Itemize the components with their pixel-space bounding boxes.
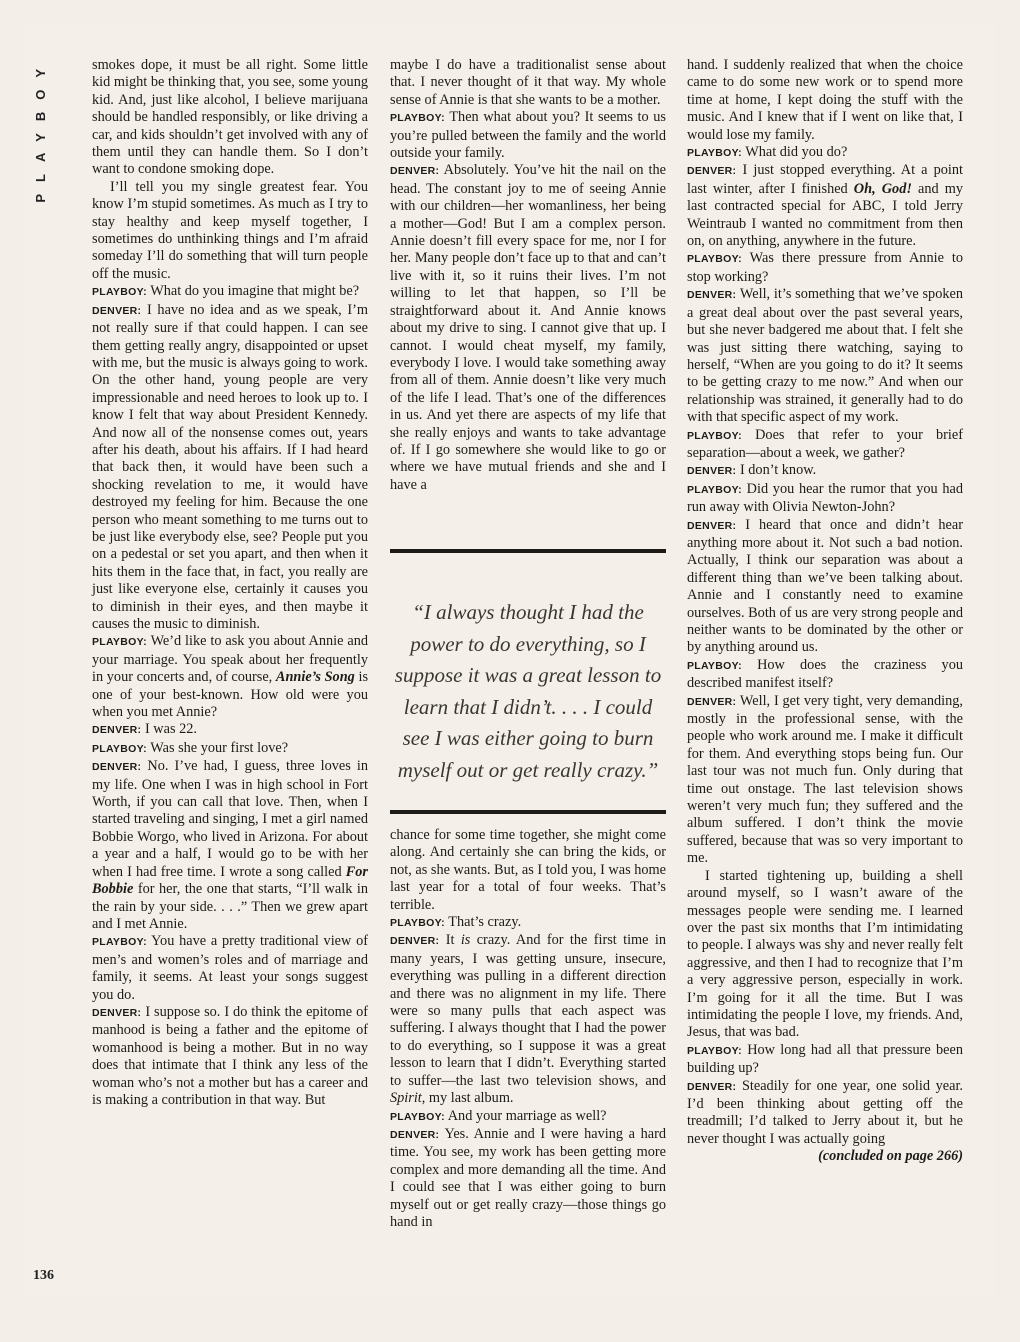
- speaker-label: DENVER:: [687, 165, 737, 178]
- speaker-label: PLAYBOY:: [687, 483, 742, 496]
- interview-question: PLAYBOY: Was there pressure from Annie to stop working?: [687, 250, 963, 285]
- speaker-label: PLAYBOY:: [687, 253, 742, 266]
- speaker-label: PLAYBOY:: [92, 286, 147, 299]
- interview-question: PLAYBOY: Then what about you? It seems to us you’re pulled between the family and the world outside your family.: [390, 109, 666, 162]
- interview-question: PLAYBOY: Did you hear the rumor that you had run away with Olivia Newton-John?: [687, 480, 963, 516]
- interview-answer: DENVER: Yes. Annie and I were having a hard time. You see, my work has been getting more complex and more demanding all the time. And I could see that I was either going to burn myself out or get really crazy—those things go hand in: [390, 1125, 667, 1230]
- speaker-label: PLAYBOY:: [92, 742, 147, 755]
- speaker-label: DENVER:: [687, 519, 737, 532]
- speaker-label: DENVER:: [92, 724, 142, 737]
- interview-answer: DENVER: I just stopped everything. At a point last winter, after I finished Oh, God! and my last contracted special for ABC, I told Jerry Weintraub I wanted no commitment from then on, on anything, anywhere in the future.: [687, 162, 964, 250]
- interview-answer: DENVER: I have no idea and as we speak, I’m not really sure if that could happen. I can see them getting really angry, disappointed or upset with me, but the music is always going to work. On the other hand, young people are very impressionable and need heroes to look up to. I know I felt that way about President Kennedy. And now all of the nonsense comes out, years after his death, about his affairs. If I had heard that back then, it would have been such a shocking revelation to me, it would have destroyed my feeling for him. Because the one person who meant something to me turns out to be just like everybody else, see? People put you on a pedestal or set you apart, and then when it hits them in the face that, in fact, you really are just like everyone else, certainly it causes you to diminish in their eyes, and then maybe it causes the music to diminish.: [92, 301, 368, 632]
- interview-question: PLAYBOY: That’s crazy.: [390, 914, 522, 931]
- album-title: Spirit: [390, 1090, 422, 1107]
- interview-question: PLAYBOY: We’d like to ask you about Annie and your marriage. You speak about her frequently in your concerts and, of course, Annie’s Song is one of your best-known. How old were you when you met Annie?: [92, 633, 369, 721]
- paragraph: I’ll tell you my single greatest fear. You know I’m stupid sometimes. As much as I try to stay healthy and keep myself together, I sometimes do unthinking things and I’m afraid someday I’ll do something that will turn people off the music.: [92, 178, 368, 282]
- interview-question: PLAYBOY: How does the craziness you described manifest itself?: [687, 656, 963, 692]
- interview-answer: DENVER: Steadily for one year, one solid year. I’d been thinking about getting off the treadmill; I’d talked to Jerry about it, but he never thought I was actually going: [687, 1077, 963, 1147]
- interview-question: PLAYBOY: How long had all that pressure been building up?: [687, 1041, 963, 1077]
- magazine-sidebar-logo: PLAYBOY: [33, 57, 48, 203]
- interview-answer: DENVER: Absolutely. You’ve hit the nail on the head. The constant joy to me of seeing Annie with our children—her womanliness, her being a mother—God! But I am a complex person. Annie doesn’t fill every space for me, nor I for her. Many people don’t face up to that and can’t live with it, so it ruins their lives. I’m not willing to let that happen, so I’ll be straightforward about it. And Annie knows about my drive to sing. I cannot give that up. I cannot. I would cheat myself, my family, everybody I love. I would take something away from all of them. Annie doesn’t like very much of the life I lead. That’s one of the differences in us. And yet there are aspects of my life that she really enjoys and wants to take advantage of. If I go somewhere she would like to go or where we have mutual friends and she and I have a: [390, 162, 666, 493]
- paragraph: I started tightening up, building a shell around myself, so I wasn’t aware of the messages people were sending me. I learned over the past six months that I’m intimidating to people. I always was shy and never really felt aggressive, and then I had to recognize that I’m a very aggressive person, especially in work. I’m going for it all the time. But I was intimidating the people I love, my friends. And, Jesus, that was bad.: [687, 867, 963, 1041]
- paragraph: maybe I do have a traditionalist sense about that. I never thought of it that way. My whole sense of Annie is that she wants to be a mother.: [390, 57, 666, 108]
- interview-question: PLAYBOY: Does that refer to your brief separation—about a week, we gather?: [687, 426, 964, 461]
- speaker-label: DENVER:: [687, 289, 737, 302]
- speaker-label: DENVER:: [390, 1128, 440, 1141]
- speaker-label: PLAYBOY:: [390, 1110, 445, 1123]
- text-column-2-top: [390, 57, 666, 494]
- speaker-label: PLAYBOY:: [687, 147, 742, 160]
- interview-answer: DENVER: I was 22.: [92, 721, 197, 738]
- speaker-label: PLAYBOY:: [92, 936, 147, 949]
- text-column-3: [687, 57, 963, 1166]
- interview-question: PLAYBOY: What do you imagine that might be?: [92, 283, 360, 300]
- interview-answer: DENVER: No. I’ve had, I guess, three loves in my life. One when I was in high school in Fort Worth, if you can call that love. Then, when I started traveling and singing, I met a girl named Bobbie Worgo, who lived in Arizona. For about a year and a half, I would go to be with her when I had free time. I wrote a song called For Bobbie for her, the one that starts, “I’ll walk in the rain by your side. . . .” Then we grew apart and I met Annie.: [92, 758, 368, 932]
- text-column-2-bottom: [390, 827, 666, 1231]
- page-number: 136: [33, 1268, 54, 1283]
- speaker-label: DENVER:: [390, 935, 440, 948]
- pull-quote-text: “I always thought I had the power to do everything, so I suppose it was a great lesson to learn that I didn’t. . . . I could see I was either going to burn myself out or get really crazy.”: [394, 600, 662, 782]
- interview-answer: DENVER: Well, it’s something that we’ve spoken a great deal about over the past several years, but she never badgered me about that. I felt she was just sitting there watching, saying to herself, “When are you going to do it? It seems to be getting crazy to me now.” And when our relationship was strained, it generally had to do with that specific aspect of my work.: [687, 286, 963, 426]
- continued-note: (concluded on page 266): [818, 1148, 963, 1165]
- speaker-label: DENVER:: [92, 761, 142, 774]
- speaker-label: DENVER:: [687, 1080, 737, 1093]
- interview-question: PLAYBOY: And your marriage as well?: [390, 1107, 607, 1124]
- interview-question: PLAYBOY: Was she your first love?: [92, 739, 289, 756]
- song-title: Annie’s Song: [275, 669, 355, 686]
- paragraph: smokes dope, it must be all right. Some little kid might be thinking that, you see, some young kid. And, just like alcohol, I believe marijuana should be handled responsibly, or like driving a car, and kids shouldn’t get involved with any of them until they can handle them. So I don’t want to condone smoking dope.: [92, 57, 368, 178]
- paragraph: hand. I suddenly realized that when the choice came to do some new work or to spend more time at home, I kept doing the stuff with the music. And I knew that if I went on like that, I would lose my family.: [687, 57, 963, 143]
- speaker-label: PLAYBOY:: [390, 112, 445, 125]
- speaker-label: PLAYBOY:: [687, 659, 742, 672]
- speaker-label: DENVER:: [687, 465, 737, 478]
- speaker-label: DENVER:: [92, 1006, 142, 1019]
- speaker-label: PLAYBOY:: [390, 917, 445, 930]
- film-title: Oh, God!: [853, 180, 912, 197]
- pull-quote: [390, 549, 666, 814]
- interview-question: PLAYBOY: What did you do?: [687, 144, 848, 161]
- interview-answer: DENVER: I don’t know.: [687, 462, 817, 479]
- interview-answer: DENVER: It is crazy. And for the first time in many years, I was getting unsure, insecure, everything was pulling in a different direction and there was no alignment in my life. There were so many pulls that each aspect was suffering. I always thought that I had the power to do everything, so I suppose it was a great lesson to learn that I didn’t. Everything started to suffer—the last two television shows, and Spirit, my last album.: [390, 932, 666, 1107]
- speaker-label: PLAYBOY:: [92, 636, 147, 649]
- interview-answer: DENVER: Well, I get very tight, very demanding, mostly in the professional sense, with the people who work around me. I make it difficult for them. And everything stops being fun. Our last tour was not much fun. Only during that time out onstage. The last television shows weren’t very much fun; they suffered and the album suffered. I don’t think the movie suffered, because that was so very important to me.: [687, 692, 963, 867]
- divider: [390, 549, 666, 553]
- paragraph: chance for some time together, she might come along. And certainly she can bring the kids, or not, as she wants. But, as I told you, I was home last year for a total of four weeks. That’s terrible.: [390, 827, 666, 913]
- speaker-label: DENVER:: [687, 695, 737, 708]
- text-column-1: [92, 57, 368, 1109]
- speaker-label: DENVER:: [92, 304, 142, 317]
- song-title: For Bobbie: [92, 863, 368, 898]
- magazine-page: [25, 22, 995, 1294]
- interview-question: PLAYBOY: You have a pretty traditional view of men’s and women’s roles and of marriage and family, it seems. At least your songs suggest you do.: [92, 933, 369, 1003]
- interview-answer: DENVER: I suppose so. I do think the epitome of manhood is being a father and the epitome of womanhood is being a mother. But in no way does that intimate that I think any less of the woman who’s not a mother but has a career and is making a contribution in that way. But: [92, 1003, 368, 1108]
- speaker-label: DENVER:: [390, 165, 440, 178]
- speaker-label: PLAYBOY:: [687, 429, 742, 442]
- divider: [390, 810, 666, 814]
- speaker-label: PLAYBOY:: [687, 1044, 742, 1057]
- interview-answer: DENVER: I heard that once and didn’t hear anything more about it. Not such a bad notion. Actually, I think our separation was about a different thing than we’ve been talking about. Annie and I constantly need to examine ourselves. Both of us are very strong people and neither wants to be dominated by the other or by anything around us.: [687, 516, 963, 656]
